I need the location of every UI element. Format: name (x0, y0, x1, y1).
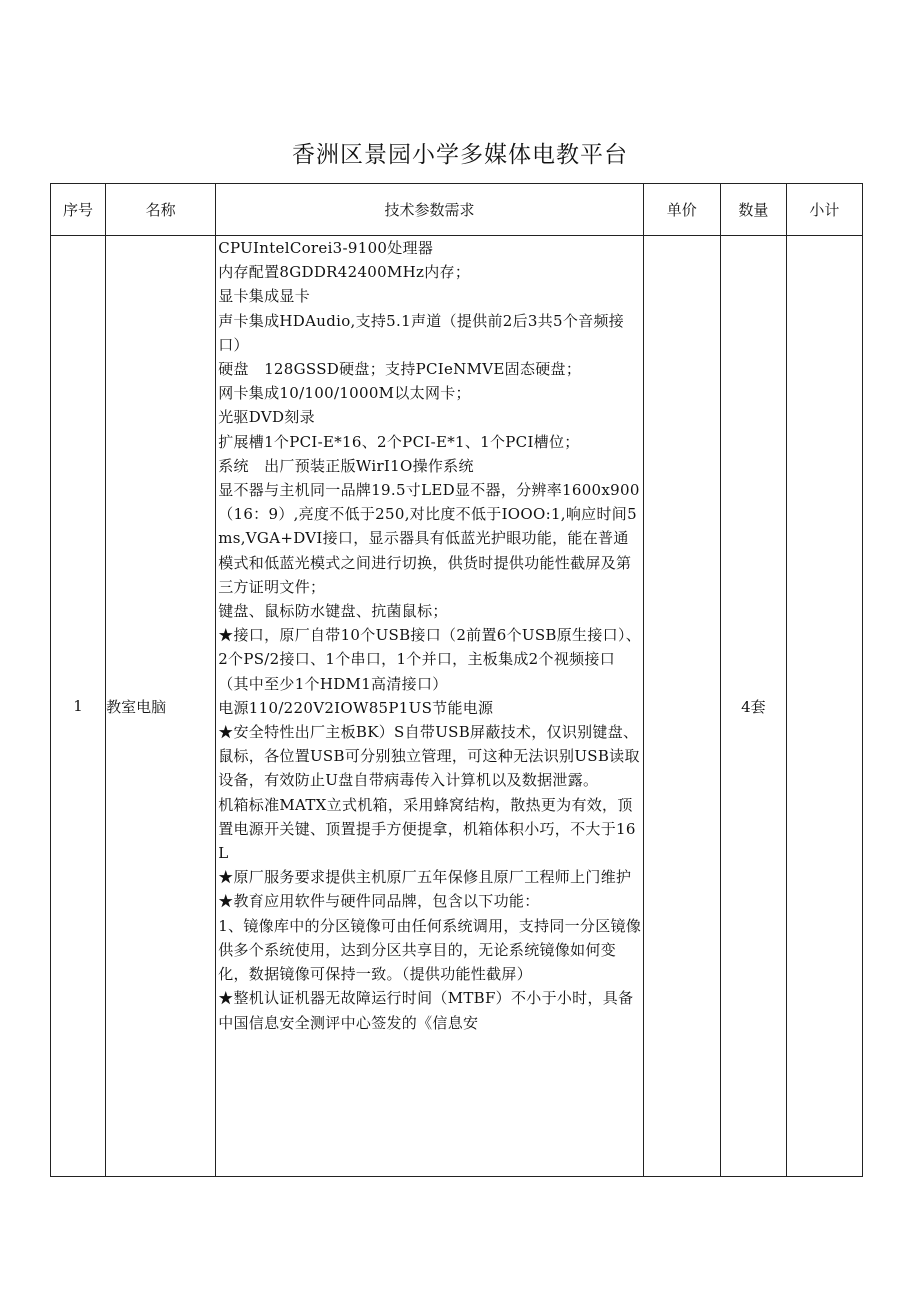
row-unit-price (643, 236, 720, 1177)
requirement-item: ★接口，原厂自带10个USB接口（2前置6个USB原生接口）、2个PS/2接口、1个串口，1个并口，主板集成2个视频接口（其中至少1个HDM1高清接口） (218, 626, 642, 693)
row-requirements (216, 236, 644, 1177)
requirement-item: 内存配置8GDDR42400MHz内存； (218, 263, 471, 282)
requirement-item: 机箱标准MATX立式机箱，采用蜂窝结构，散热更为有效，顶置电源开关键、顶置提手方便提拿，机箱体积小巧，不大于16L (218, 795, 636, 863)
header-no: 序号 (51, 184, 106, 236)
requirement-item: CPUIntelCorei3-9100处理器 (218, 239, 434, 257)
row-name: 教室电脑 (106, 236, 216, 1177)
table-header-row (51, 184, 863, 236)
requirement-item: 硬盘 128GSSD硬盘；支持PCIeNMVE固态硬盘； (218, 360, 582, 379)
requirement-item: ★安全特性出厂主板BK）S自带USB屏蔽技术，仅识别键盘、鼠标，各位置USB可分别独立管理，可这种无法识别USB读取设备，有效防止U盘自带病毒传入计算机以及数据泄露。 (218, 723, 640, 790)
requirement-item: 光驱DVD刻录 (218, 408, 315, 427)
requirement-item: ★整机认证机器无故障运行时间（MTBF）不小于小时，具备中国信息安全测评中心签发的《信息安 (218, 989, 634, 1032)
row-no: 1 (51, 236, 106, 1177)
requirement-item: ★教育应用软件与硬件同品牌，包含以下功能： (218, 892, 540, 911)
requirement-item: 键盘、鼠标防水键盘、抗菌鼠标； (218, 602, 448, 621)
requirement-item: 扩展槽1个PCI-E*16、2个PCI-E*1、1个PCI槽位； (218, 432, 580, 451)
requirement-item: 显卡集成显卡 (218, 287, 310, 306)
header-unit-price: 单价 (643, 184, 720, 236)
requirement-item: 显不器与主机同一品牌19.5寸LED显不器，分辨率1600x900（16：9）,亮度不低于250,对比度不低于IOOO:1,响应时间5ms,VGA+DVI接口，显示器具有低蓝光护眼功能，能在普通模式和低蓝光模式之间进行切换，供货时提供功能性截屏及第三方证明文件； (218, 481, 640, 596)
row-subtotal (786, 236, 862, 1177)
header-subtotal: 小计 (786, 184, 862, 236)
table-row (51, 236, 863, 1177)
requirement-item: 电源110/220V2IOW85P1US节能电源 (218, 698, 494, 717)
header-quantity: 数量 (720, 184, 786, 236)
requirements-list (216, 236, 643, 1035)
requirement-item: 系统 出厂预装正版WirI1O操作系统 (218, 456, 474, 475)
requirement-item: ★原厂服务要求提供主机原厂五年保修且原厂工程师上门维护 (218, 868, 632, 887)
requirement-item: 1、镜像库中的分区镜像可由任何系统调用，支持同一分区镜像供多个系统使用，达到分区共享目的，无论系统镜像如何变化，数据镜像可保持一致。（提供功能性截屏） (218, 916, 642, 984)
spec-table (50, 183, 863, 1177)
page-title: 香洲区景园小学多媒体电教平台 (292, 142, 628, 168)
header-name: 名称 (106, 184, 216, 236)
requirement-item: 声卡集成HDAudio,支持5.1声道（提供前2后3共5个音频接口） (218, 311, 625, 354)
row-quantity: 4套 (720, 236, 786, 1177)
requirement-item: 网卡集成10/100/1000M以太网卡； (218, 384, 471, 403)
header-requirements: 技术参数需求 (216, 184, 644, 236)
